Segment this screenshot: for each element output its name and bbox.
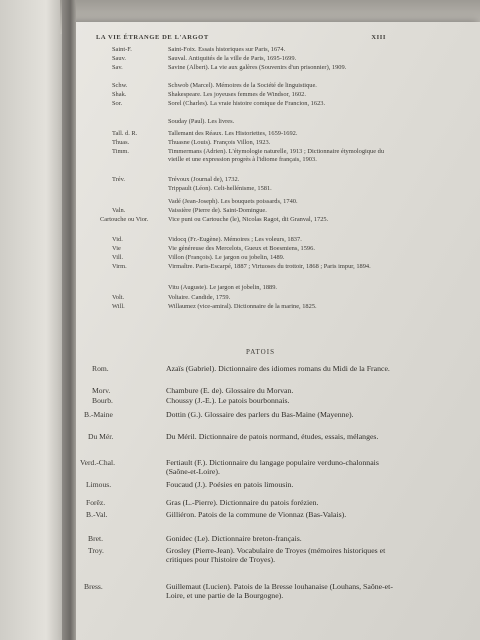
entry-abbreviation: Verd.-Chal. [80, 458, 116, 467]
entry-text: Grosley (Pierre-Jean). Vocabulaire de Troyes (mémoires historiques et critiques pour l'histoire de Troyes). [166, 546, 386, 565]
entry-text: Virmaître. Paris-Escarpé, 1887 ; Virtuoses du trottoir, 1868 ; Paris impur, 1894. [168, 263, 371, 270]
entry-abbreviation: Bourb. [92, 396, 113, 405]
entry-text: Gilliéron. Patois de la commune de Vionnaz (Bas-Valais). [166, 510, 347, 519]
entry-text: Fertiault (F.). Dictionnaire du langage populaire verduno-chalonnais (Saône-et-Loire). [166, 458, 379, 477]
entry-abbreviation: Sav. [112, 64, 123, 71]
entry-text: Vidocq (Fr.-Eugène). Mémoires ; Les voleurs, 1837. [168, 236, 302, 243]
entry-abbreviation: Vill. [112, 254, 124, 261]
entry-abbreviation: Volt. [112, 294, 125, 301]
entry-text: Vadé (Jean-Joseph). Les bouquets poissards, 1740. [168, 198, 298, 205]
entry-text: Du Méril. Dictionnaire de patois normand, études, essais, mélanges. [166, 432, 379, 441]
entry-abbreviation: Saint-F. [112, 46, 132, 53]
entry-text: Vitu (Auguste). Le jargon et jobelin, 1889. [168, 284, 278, 291]
entry-abbreviation: Timm. [112, 148, 129, 155]
entry-abbreviation: Morv. [92, 386, 111, 395]
entry-abbreviation: Limous. [86, 480, 112, 489]
entry-abbreviation: Virm. [112, 263, 127, 270]
entry-text: Guillemaut (Lucien). Patois de la Bresse louhanaise (Louhans, Saône-et-Loire, et une partie de la Bourgogne). [166, 582, 393, 601]
entry-abbreviation: Forêz. [86, 498, 106, 507]
entry-text: Timmermans (Adrien). L'étymologie naturelle, 1913 ; Dictionnaire étymologique du vieille et une expression progrès à l'idiome français, 1903. [168, 148, 385, 163]
entry-text: Dottin (G.). Glossaire des parlers du Bas-Maine (Mayenne). [166, 410, 354, 419]
entry-abbreviation: Schw. [112, 82, 128, 89]
entry-abbreviation: Bret. [88, 534, 103, 543]
entry-text: Saint-Foix. Essais historiques sur Paris, 1674. [168, 46, 286, 53]
entry-abbreviation: B.-Maine [84, 410, 113, 419]
entry-abbreviation: Tall. d. R. [112, 130, 138, 137]
entry-abbreviation: B.-Val. [86, 510, 108, 519]
entry-abbreviation: Rom. [92, 364, 109, 373]
entry-text: Souday (Paul). Les livres. [168, 118, 235, 125]
entry-text: Chambure (E. de). Glossaire du Morvan. [166, 386, 294, 395]
entry-text: Azaïs (Gabriel). Dictionnaire des idiomes romans du Midi de la France. [166, 364, 390, 373]
entry-text: Vaissière (Pierre de). Saint-Domingue. [168, 207, 267, 214]
entry-abbreviation: Vie [112, 245, 121, 252]
entry-text: Gonidec (Le). Dictionnaire breton-français. [166, 534, 302, 543]
entry-abbreviation: Valn. [112, 207, 126, 214]
entry-text: Vie généreuse des Mercelots, Gueux et Boesmiens, 1596. [168, 245, 315, 252]
entry-text: Shakespeare. Les joyeuses femmes de Windsor, 1602. [168, 91, 306, 98]
entry-text: Villon (François). Le jargon ou jobelin, 1489. [168, 254, 285, 261]
entry-abbreviation: Sor. [112, 100, 123, 107]
entry-abbreviation: Cartouche ou Vior. [100, 216, 149, 223]
entry-text: Thuasne (Louis). François Villon, 1923. [168, 139, 271, 146]
entry-text: Schwob (Marcel). Mémoires de la Société de linguistique. [168, 82, 317, 89]
section-heading: PATOIS [246, 348, 275, 356]
entry-text: Trippault (Léon). Celt-hellénisme, 1581. [168, 185, 272, 192]
entry-abbreviation: Vid. [112, 236, 123, 243]
entry-text: Vice puni ou Cartouche (le), Nicolas Ragot, dit Granval, 1725. [168, 216, 329, 223]
running-head-title: LA VIE ÉTRANGE DE L'ARGOT [96, 34, 209, 41]
entry-text: Savine (Albert). La vie aux galères (Souvenirs d'un prisonnier), 1909. [168, 64, 347, 71]
page-number: XIII [371, 34, 386, 41]
entry-abbreviation: Shak. [112, 91, 127, 98]
entry-text: Voltaire. Candide, 1759. [168, 294, 231, 301]
entry-text: Choussy (J.-E.). Le patois bourbonnais. [166, 396, 290, 405]
entry-abbreviation: Bress. [84, 582, 103, 591]
entry-text: Sauval. Antiquités de la ville de Paris, 1695-1699. [168, 55, 297, 62]
entry-text: Tallemant des Réaux. Les Historiettes, 1659-1692. [168, 130, 298, 137]
entry-abbreviation: Sauv. [112, 55, 126, 62]
entry-abbreviation: Trév. [112, 176, 126, 183]
entry-abbreviation: Thuas. [112, 139, 130, 146]
entry-text: Gras (L.-Pierre). Dictionnaire du patois forézien. [166, 498, 319, 507]
entry-text: Sorel (Charles). La vraie histoire comique de Francion, 1623. [168, 100, 326, 107]
entry-abbreviation: Will. [112, 303, 125, 310]
entry-text: Trévoux (Journal de), 1732. [168, 176, 240, 183]
entry-abbreviation: Troy. [88, 546, 104, 555]
entry-text: Foucaud (J.). Poésies en patois limousin. [166, 480, 294, 489]
entry-abbreviation: Du Mér. [88, 432, 114, 441]
entry-text: Willaumez (vice-amiral). Dictionnaire de la marine, 1825. [168, 303, 317, 310]
